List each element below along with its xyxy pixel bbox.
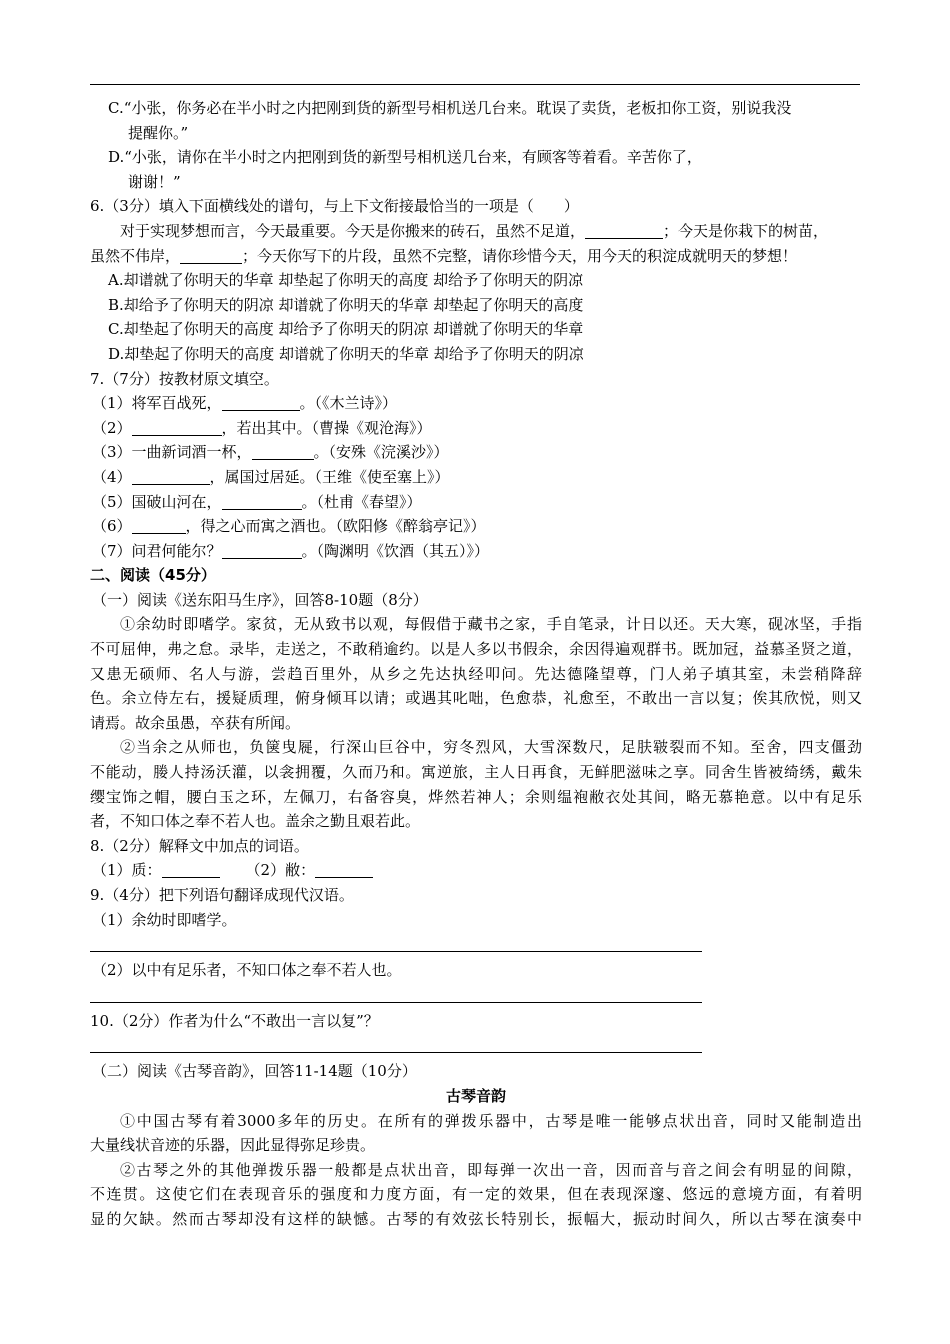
- q7-item-3: （3）一曲新词酒一杯， 。（安殊《浣溪沙》）: [92, 443, 449, 462]
- passage-line: ①中国古琴有着3000多年的历史。在所有的弹拨乐器中，古琴是唯一能够点状出音，同时又能制造出: [120, 1111, 862, 1130]
- q9-answer-line-1[interactable]: [90, 932, 862, 958]
- q7-blank-1[interactable]: [222, 394, 300, 411]
- q8-blank-1[interactable]: [162, 861, 220, 878]
- q8-items: （1）质： （2）敝：: [90, 858, 862, 883]
- q9-item-2: （2）以中有足乐者，不知口体之奉不若人也。: [92, 961, 402, 980]
- reading-2-heading: （二）阅读《古琴音韵》，回答11-14题（10分）: [92, 1062, 417, 1081]
- q6-passage-line1: 对于实现梦想而言，今天最重要。今天是你搬来的砖石，虽然不足道， ；今天是你栽下的树苗，: [120, 221, 829, 240]
- reading-1-paragraph-2: [90, 735, 862, 833]
- q5-option-c-line1: C.“小张，你务必在半小时之内把刚到货的新型号相机送几台来。耽误了卖货，老板扣你工资，别说我没: [108, 99, 792, 117]
- passage-line: ②当余之从师也，负箧曳屣，行深山巨谷中，穷冬烈风，大雪深数尺，足肤皲裂而不知。至舍，四支僵劲: [120, 738, 862, 757]
- passage-line: 请焉。故余虽愚，卒获有所闻。: [90, 713, 301, 732]
- q9-answer-line-2[interactable]: [90, 983, 862, 1009]
- reading-2-paragraph-2: [90, 1158, 862, 1232]
- header-rule: [90, 84, 860, 85]
- q7-item-6: （6） ，得之心而寓之酒也。（欧阳修《醉翁亭记》）: [92, 517, 486, 536]
- q7-blank-3[interactable]: [252, 443, 314, 460]
- reading-1-heading: （一）阅读《送东阳马生序》，回答8-10题（8分）: [92, 590, 428, 609]
- q6-option-b: B.却给予了你明天的阴凉 却谱就了你明天的华章 却垫起了你明天的高度: [108, 295, 584, 314]
- q7-item-2: （2） ，若出其中。（曹操《观沧海》）: [92, 418, 432, 437]
- passage-line: 不能动，媵人持汤沃灌，以衾拥覆，久而乃和。寓逆旅，主人日再食，无鲜肥滋味之享。同舍生皆被绮绣，戴朱: [90, 763, 862, 782]
- q7-item-4: （4） ，属国过居延。（王维《使至塞上》）: [92, 467, 450, 486]
- passage-line: ②古琴之外的其他弹拨乐器一般都是点状出音，即每弹一次出一音，因而音与音之间会有明显的间隙，: [120, 1160, 862, 1179]
- q7-blank-7[interactable]: [222, 542, 302, 559]
- reading-2-paragraph-1: [90, 1109, 862, 1158]
- q6-option-c: C.却垫起了你明天的高度 却给予了你明天的阴凉 却谱就了你明天的华章: [108, 320, 584, 339]
- q6-blank-1[interactable]: [585, 222, 663, 239]
- passage-line: 色。余立侍左右，援疑质理，俯身倾耳以请；或遇其叱咄，色愈恭，礼愈至，不敢出一言以复；俟其欣悦，则又: [90, 689, 862, 708]
- section-2-heading: 二、阅读（45分）: [90, 566, 216, 585]
- q5-option-d-line1: D.“小张，请你在半小时之内把刚到货的新型号相机送几台来，有顾客等着看。辛苦你了，: [108, 148, 702, 167]
- passage-line: 不连贯。这使它们在表现音乐的强度和力度方面，有一定的效果，但在表现深邃、悠远的意境方面，有着明: [90, 1185, 862, 1204]
- passage-line: 又患无硕师、名人与游，尝趋百里外，从乡之先达执经叩问。先达德隆望尊，门人弟子填其室，未尝稍降辞: [90, 664, 862, 683]
- q9-stem: 9.（4分）把下列语句翻译成现代汉语。: [90, 886, 354, 904]
- passage-line: 不可屈伸，弗之怠。录毕，走送之，不敢稍逾约。以是人多以书假余，余因得遍观群书。既加冠，益慕圣贤之道，: [90, 640, 862, 659]
- q7-item-1: （1）将军百战死， 。（《木兰诗》）: [92, 394, 398, 413]
- q7-blank-6[interactable]: [132, 517, 186, 534]
- q10-stem: 10.（2分）作者为什么“不敢出一言以复”？: [90, 1011, 379, 1030]
- q9-item-1: （1）余幼时即嗜学。: [92, 910, 237, 929]
- q5-option-d-line2: 谢谢！”: [128, 172, 181, 191]
- exam-content: [90, 96, 862, 1232]
- passage-line: ①余幼时即嗜学。家贫，无从致书以观，每假借于藏书之家，手自笔录，计日以还。天大寒，砚冰坚，手指: [120, 615, 862, 634]
- q8-stem: 8.（2分）解释文中加点的词语。: [90, 836, 309, 855]
- q7-item-7: （7）问君何能尔？ 。（陶渊明《饮酒（其五）》）: [92, 541, 490, 560]
- passage-line: 大量线状音迹的乐器，因此显得弥足珍贵。: [90, 1136, 376, 1155]
- q10-answer-line[interactable]: [90, 1033, 862, 1059]
- q7-blank-4[interactable]: [132, 468, 210, 485]
- reading-2-title: 古琴音韵: [445, 1086, 506, 1105]
- q6-passage-line2: 虽然不伟岸， ；今天你写下的片段，虽然不完整，请你珍惜今天，用今天的积淀成就明天的梦想！: [90, 246, 798, 265]
- passage-line: 缨宝饰之帽，腰白玉之环，左佩刀，右备容臭，烨然若神人；余则缊袍敝衣处其间，略无慕艳意。以中有足乐: [90, 787, 862, 806]
- q8-blank-2[interactable]: [315, 861, 373, 878]
- q7-item-5: （5）国破山河在， 。（杜甫《春望》）: [92, 492, 422, 511]
- q6-stem: 6.（3分）填入下面横线处的谱句，与上下文衔接最恰当的一项是（ ）: [90, 197, 579, 216]
- passage-line: 者，不知口体之奉不若人也。盖余之勤且艰若此。: [90, 812, 421, 831]
- q7-blank-5[interactable]: [222, 493, 302, 510]
- q5-option-c-line2: 提醒你。”: [128, 123, 189, 142]
- reading-1-paragraph-1: [90, 612, 862, 735]
- q6-option-a: A.却谱就了你明天的华章 却垫起了你明天的高度 却给予了你明天的阴凉: [108, 271, 584, 290]
- q6-blank-2[interactable]: [180, 247, 242, 264]
- passage-line: 显的欠缺。然而古琴却没有这样的缺憾。古琴的有效弦长特别长，振幅大，振动时间久，所以古琴在演奏中: [90, 1209, 862, 1228]
- q7-blank-2[interactable]: [132, 419, 222, 436]
- q7-stem: 7.（7分）按教材原文填空。: [90, 369, 279, 388]
- q6-option-d: D.却垫起了你明天的高度 却谱就了你明天的华章 却给予了你明天的阴凉: [108, 344, 584, 363]
